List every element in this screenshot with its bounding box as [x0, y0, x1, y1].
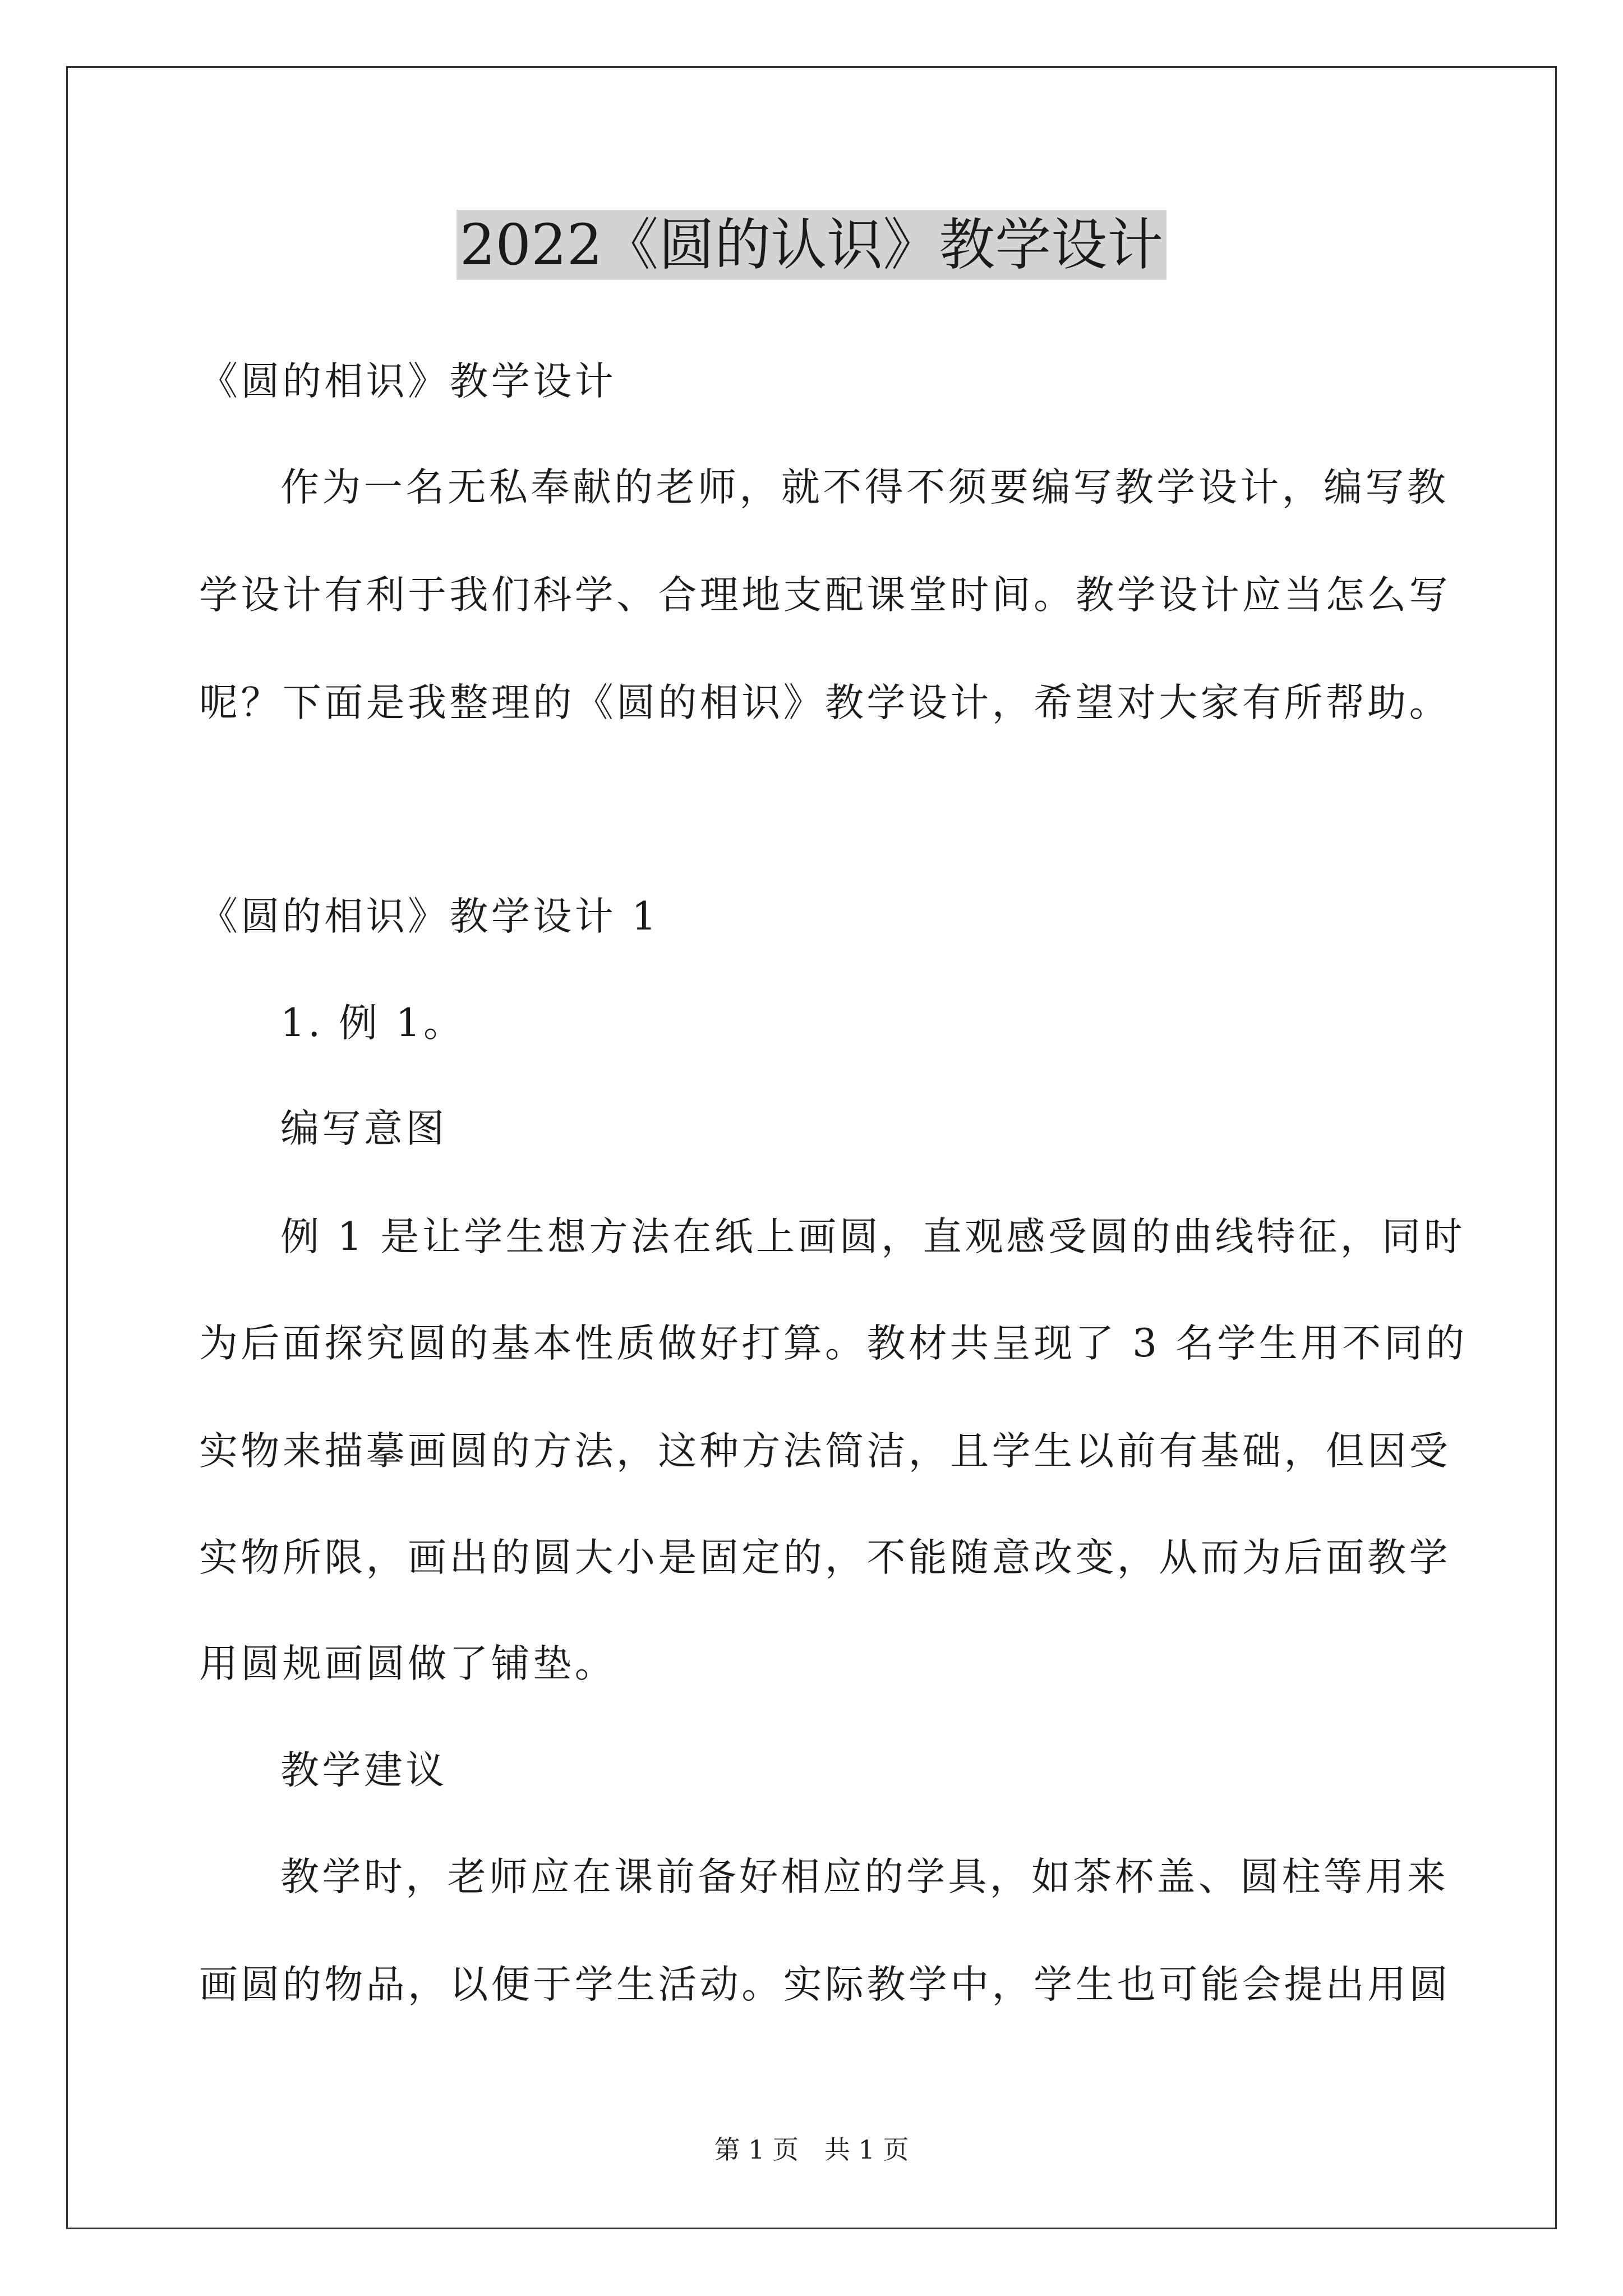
- intent-line-5: 用圆规画圆做了铺垫。: [199, 1641, 616, 1686]
- document-title: [0, 209, 1623, 282]
- intro-line-1: 作为一名无私奉献的老师，就不得不须要编写教学设计，编写教: [280, 465, 1449, 510]
- suggestion-line-1: 教学时，老师应在课前备好相应的学具，如茶杯盖、圆柱等用来: [280, 1855, 1449, 1899]
- suggestion-line-2: 画圆的物品，以便于学生活动。实际教学中，学生也可能会提出用圆: [199, 1962, 1451, 2007]
- intent-line-1: 例 1 是让学生想方法在纸上画圆，直观感受圆的曲线特征，同时: [280, 1214, 1465, 1259]
- document-title-text: 2022《圆的认识》教学设计: [457, 210, 1167, 280]
- intent-line-3: 实物来描摹画圆的方法，这种方法简洁，且学生以前有基础，但因受: [199, 1429, 1451, 1474]
- intent-line-4: 实物所限，画出的圆大小是固定的，不能随意改变，从而为后面教学: [199, 1535, 1451, 1580]
- suggestion-heading: 教学建议: [280, 1748, 448, 1793]
- item-heading: 1. 例 1。: [280, 1001, 465, 1046]
- intro-line-2: 学设计有利于我们科学、合理地支配课堂时间。教学设计应当怎么写: [199, 573, 1451, 618]
- intent-line-2: 为后面探究圆的基本性质做好打算。教材共呈现了 3 名学生用不同的: [199, 1321, 1468, 1366]
- document-subtitle: 《圆的相识》教学设计: [199, 359, 616, 404]
- page-footer: 第 1 页 共 1 页: [714, 2134, 909, 2165]
- intro-line-3: 呢？下面是我整理的《圆的相识》教学设计，希望对大家有所帮助。: [199, 680, 1451, 725]
- section-heading: 《圆的相识》教学设计 1: [199, 894, 660, 939]
- intent-heading: 编写意图: [280, 1106, 448, 1151]
